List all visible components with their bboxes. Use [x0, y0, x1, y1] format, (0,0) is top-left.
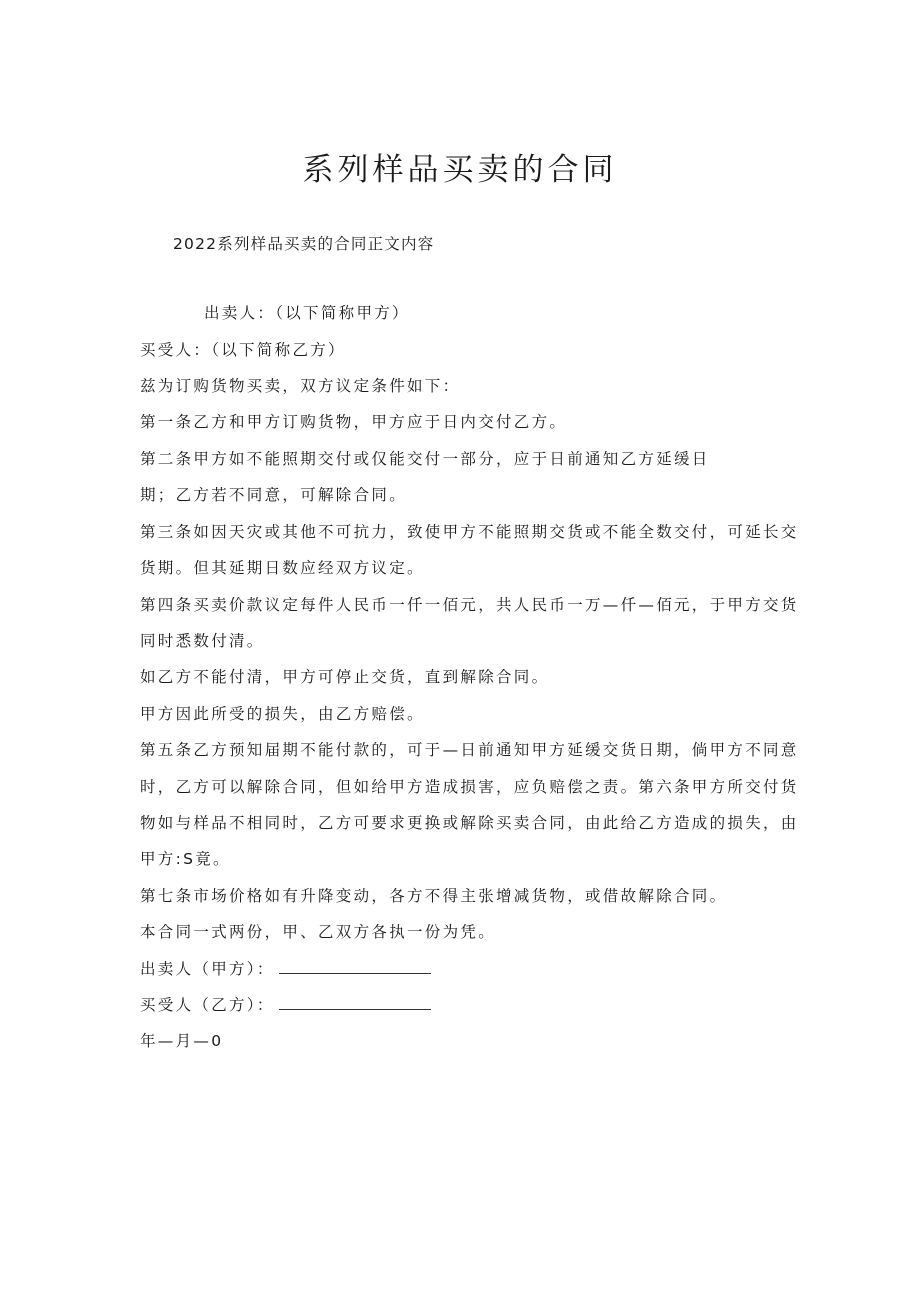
article-3-line-2: 货期。但其延期日数应经双方议定。	[140, 559, 425, 577]
article-5-line-2: 时，乙方可以解除合同，但如给甲方造成损害，应负赔偿之责。第六条甲方所交付货	[140, 778, 799, 796]
article-6-line-2: 甲方:S竟。	[140, 850, 231, 868]
buyer-signature-label: 买受人（乙方）：	[140, 996, 275, 1014]
article-4-line-2: 同时悉数付清。	[140, 632, 265, 650]
buyer-line: 买受人：（以下简称乙方）	[140, 341, 346, 359]
seller-signature-row	[140, 958, 431, 980]
article-7-line: 第七条市场价格如有升降变动，各方不得主张增减货物，或借故解除合同。	[140, 887, 728, 905]
seller-signature-field[interactable]	[279, 959, 431, 974]
buyer-signature-field[interactable]	[279, 995, 431, 1010]
seller-line: 出卖人：（以下简称甲方）	[204, 304, 410, 322]
article-2-line-1: 第二条甲方如不能照期交付或仅能交付一部分，应于日前通知乙方延缓日	[140, 450, 710, 468]
copies-line: 本合同一式两份，甲、乙双方各执一份为凭。	[140, 923, 497, 941]
preamble-line: 兹为订购货物买卖，双方议定条件如下：	[140, 377, 461, 395]
article-1-line: 第一条乙方和甲方订购货物，甲方应于日内交付乙方。	[140, 413, 568, 431]
buyer-signature-row	[140, 994, 431, 1016]
payment-line: 如乙方不能付清，甲方可停止交货，直到解除合同。	[140, 668, 550, 686]
article-5-line-1: 第五条乙方预知届期不能付款的，可于—日前通知甲方延缓交货日期，倘甲方不同意	[140, 741, 799, 759]
date-line: 年—月—0	[140, 1032, 224, 1050]
article-2-line-2: 期；乙方若不同意，可解除合同。	[140, 486, 408, 504]
document-title: 系列样品买卖的合同	[302, 152, 618, 188]
article-6-line-1: 物如与样品不相同时，乙方可要求更换或解除买卖合同，由此给乙方造成的损失，由	[140, 814, 799, 832]
document-subtitle: 2022系列样品买卖的合同正文内容	[173, 235, 435, 253]
loss-line: 甲方因此所受的损失，由乙方赔偿。	[140, 705, 425, 723]
article-3-line-1: 第三条如因天灾或其他不可抗力，致使甲方不能照期交货或不能全数交付，可延长交	[140, 523, 799, 541]
article-4-line-1: 第四条买卖价款议定每件人民币一仟一佰元，共人民币一万—仟—佰元，于甲方交货	[140, 596, 799, 614]
seller-signature-label: 出卖人（甲方）：	[140, 960, 275, 978]
